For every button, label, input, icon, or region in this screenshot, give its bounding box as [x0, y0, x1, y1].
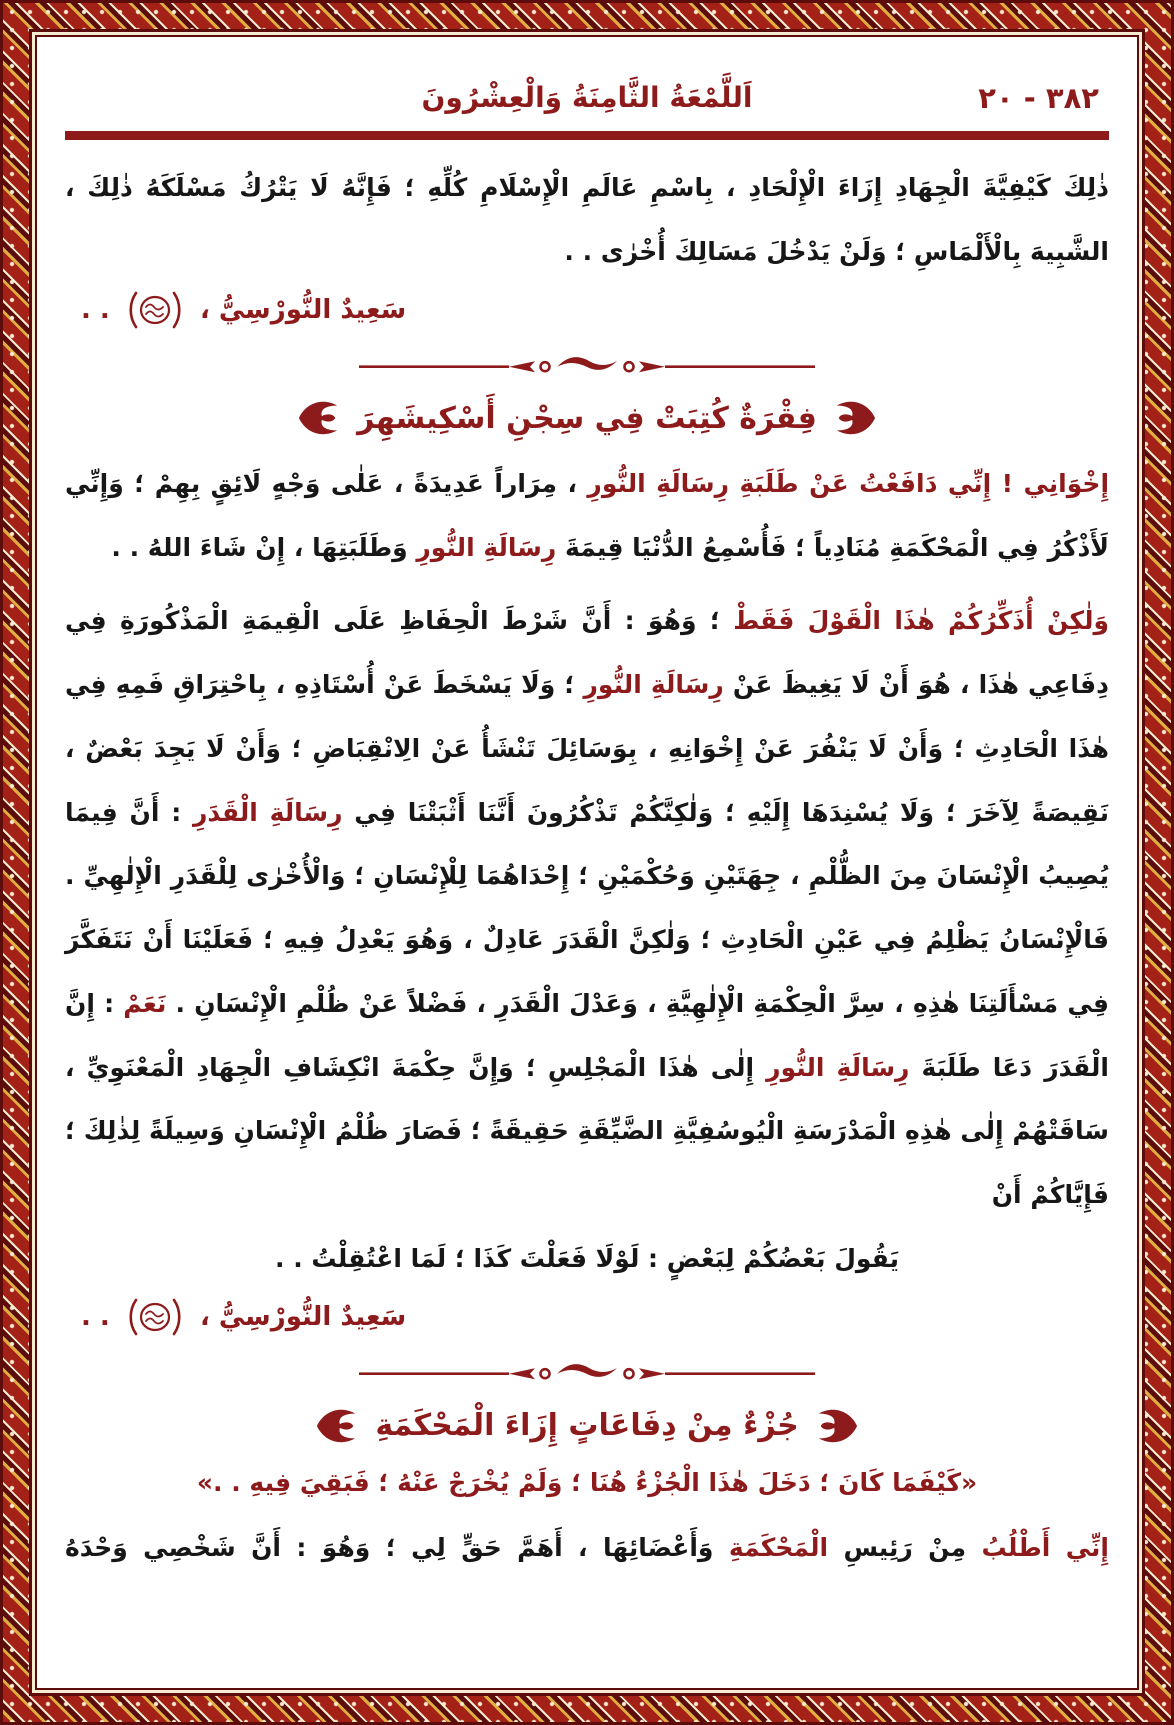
- paragraph-request: [65, 1516, 1109, 1580]
- paragraph-closing-line: يَقُولَ بَعْضُكُمْ لِبَعْضٍ : لَوْلَا فَعَلْتَ كَذَا ؛ لَمَا اعْتُقِلْتُ . .: [275, 1243, 899, 1273]
- text-segment: رِسَالَةِ النُّورِ: [766, 1052, 910, 1082]
- text-segment: الْمَحْكَمَةِ: [728, 1533, 829, 1563]
- paragraph-continuation: [65, 156, 1109, 284]
- section-heading-text: فِقْرَةٌ كُتِبَتْ فِي سِجْنِ أَسْكِيشَهِرَ: [357, 400, 817, 436]
- text-segment: إِنِّي أَطْلُبُ: [981, 1533, 1109, 1563]
- page-header: [65, 71, 1109, 125]
- text-segment: ؛ وَلَا يَسْخَطَ عَنْ أُسْتَاذِهِ ، بِاحْتِرَاقِ فَمِهِ فِي هٰذَا الْحَادِثِ ؛ وَأَنْ لَا يَنْفُرَ عَنْ إِخْوَانِهِ ، بِوَسَائِلَ تَنْشَأُ عَنْ الِانْقِبَاضِ ؛ وَأَنْ لَا يَجِدَ بَعْضٌ ، نَقِيصَةً لِآخَرَ ؛ وَلَا يُسْنِدَهَا إِلَيْهِ ؛ وَلٰكِنَّكُمْ تَذْكُرُونَ أَنَّنَا أَثْبَتْنَا فِي: [65, 670, 1109, 827]
- paragraph-reminder: [65, 589, 1109, 1227]
- floral-bracket-icon: [297, 395, 341, 441]
- text-segment: مِنْ رَئِيسِ: [828, 1533, 982, 1563]
- ornamental-divider: [65, 353, 1109, 379]
- seal-icon: [127, 1297, 183, 1337]
- author-signature: [65, 1293, 1109, 1342]
- text-segment: رِسَالَةِ الْقَدَرِ: [193, 797, 343, 827]
- text-segment: نَعَمْ: [123, 988, 167, 1018]
- text-segment: ؛ وَهُوَ : أَنَّ شَرْطَ الْحِفَاظِ عَلَى الْقِيمَةِ الْمَذْكُورَةِ فِي دِفَاعِي هٰذَا ، هُوَ أَنْ لَا يَغِيظَ عَنْ: [65, 606, 1109, 700]
- text-segment: إِلٰى هٰذَا الْمَجْلِسِ ؛ وَإِنَّ حِكْمَةَ انْكِشَافِ الْجِهَادِ الْمَعْنَوِيِّ ، سَاقَتْهُمْ إِلٰى هٰذِهِ الْمَدْرَسَةِ الْيُوسُفِيَّةِ الضَّيِّقَةِ حَقِيقَةً ؛ فَصَارَ ظُلْمُ الْإِنْسَانِ وَسِيلَةً لِذٰلِكَ ؛ فَإِيَّاكُمْ أَنْ: [65, 1052, 1109, 1210]
- floral-bracket-icon: [315, 1403, 359, 1449]
- text-segment: ذٰلِكَ كَيْفِيَّةَ الْجِهَادِ إِزَاءَ الْإِلْحَادِ ، بِاسْمِ عَالَمِ الْإِسْلَامِ كُلِّهِ ؛ فَإِنَّهُ لَا يَتْرُكُ مَسْلَكَهُ ذٰلِكَ ، الشَّبِيهَ بِالْأَلْمَاسِ ؛ وَلَنْ يَدْخُلَ مَسَالِكَ أُخْرٰى . .: [65, 173, 1109, 266]
- signature-dots: . .: [81, 294, 110, 325]
- text-segment: : إِنَّ الْقَدَرَ دَعَا طَلَبَةَ: [65, 988, 1109, 1082]
- paragraph-brothers: [65, 452, 1109, 580]
- section-heading-text: جُزْءٌ مِنْ دِفَاعَاتٍ إِزَاءَ الْمَحْكَمَةِ: [375, 1408, 799, 1444]
- author-name: سَعِيدٌ النُّورْسِيُّ ،: [199, 294, 407, 325]
- book-page: [37, 37, 1137, 1688]
- text-segment: إِخْوَانِي ! إِنِّي دَافَعْتُ عَنْ طَلَبَةِ رِسَالَةِ النُّورِ: [587, 468, 1110, 498]
- author-name: سَعِيدٌ النُّورْسِيُّ ،: [199, 1301, 407, 1332]
- author-signature: [65, 286, 1109, 335]
- section-heading-prison-note: [65, 393, 1109, 444]
- text-segment: رِسَالَةِ النُّورِ: [583, 670, 724, 700]
- text-segment: وَلٰكِنْ أُذَكِّرُكُمْ هٰذَا الْقَوْلَ فَقَطْ: [733, 606, 1109, 636]
- floral-bracket-icon: [815, 1403, 859, 1449]
- floral-bracket-icon: [833, 395, 877, 441]
- signature-dots: . .: [81, 1301, 110, 1332]
- editorial-note-quote: «كَيْفَمَا كَانَ ؛ دَخَلَ هٰذَا الْجُزْءُ هُنَا ؛ وَلَمْ يُخْرَجْ عَنْهُ ؛ فَبَقِيَ فِيهِ . .»: [196, 1468, 978, 1498]
- text-segment: وَأَعْضَائِهَا ، أَهَمَّ حَقٍّ لِي ؛ وَهُوَ : أَنَّ شَخْصِي وَحْدَهُ: [65, 1533, 729, 1563]
- page-number: ٣٨٢ - ٢٠: [978, 81, 1099, 115]
- ornamental-divider: [65, 1360, 1109, 1386]
- chapter-title: اَللَّمْعَةُ الثَّامِنَةُ وَالْعِشْرُونَ: [421, 81, 753, 114]
- seal-icon: [127, 290, 183, 330]
- header-rule: [65, 131, 1109, 140]
- text-segment: وَطَلَبَتِهَا ، إِنْ شَاءَ اللهُ . .: [111, 532, 417, 562]
- text-segment: : أَنَّ فِيمَا يُصِيبُ الْإِنْسَانَ مِنَ الظُّلْمِ ، جِهَتَيْنِ وَحُكْمَيْنِ ؛ إِحْدَاهُمَا لِلْإِنْسَانِ ؛ وَالْأُخْرٰى لِلْقَدَرِ الْإِلٰهِيِّ . فَالْإِنْسَانُ يَظْلِمُ فِي عَيْنِ الْحَادِثِ ؛ وَلٰكِنَّ الْقَدَرَ عَادِلٌ ، وَهُوَ يَعْدِلُ فِيهِ ؛ فَعَلَيْنَا أَنْ نَتَفَكَّرَ فِي مَسْأَلَتِنَا هٰذِهِ ، سِرَّ الْحِكْمَةِ الْإِلٰهِيَّةِ ، وَعَدْلَ الْقَدَرِ ، فَضْلاً عَنْ ظُلْمِ الْإِنْسَانِ .: [65, 797, 1109, 1018]
- text-segment: ، مِرَاراً عَدِيدَةً ، عَلٰى وَجْهٍ لَائِقٍ بِهِمْ ؛ وَإِنِّي لَأَذْكُرُ فِي الْمَحْكَمَةِ مُنَادِياً ؛ فَأُسْمِعُ الدُّنْيَا قِيمَةَ: [65, 468, 1109, 562]
- text-segment: رِسَالَةِ النُّورِ: [416, 532, 557, 562]
- section-heading-court-defense: [65, 1400, 1109, 1451]
